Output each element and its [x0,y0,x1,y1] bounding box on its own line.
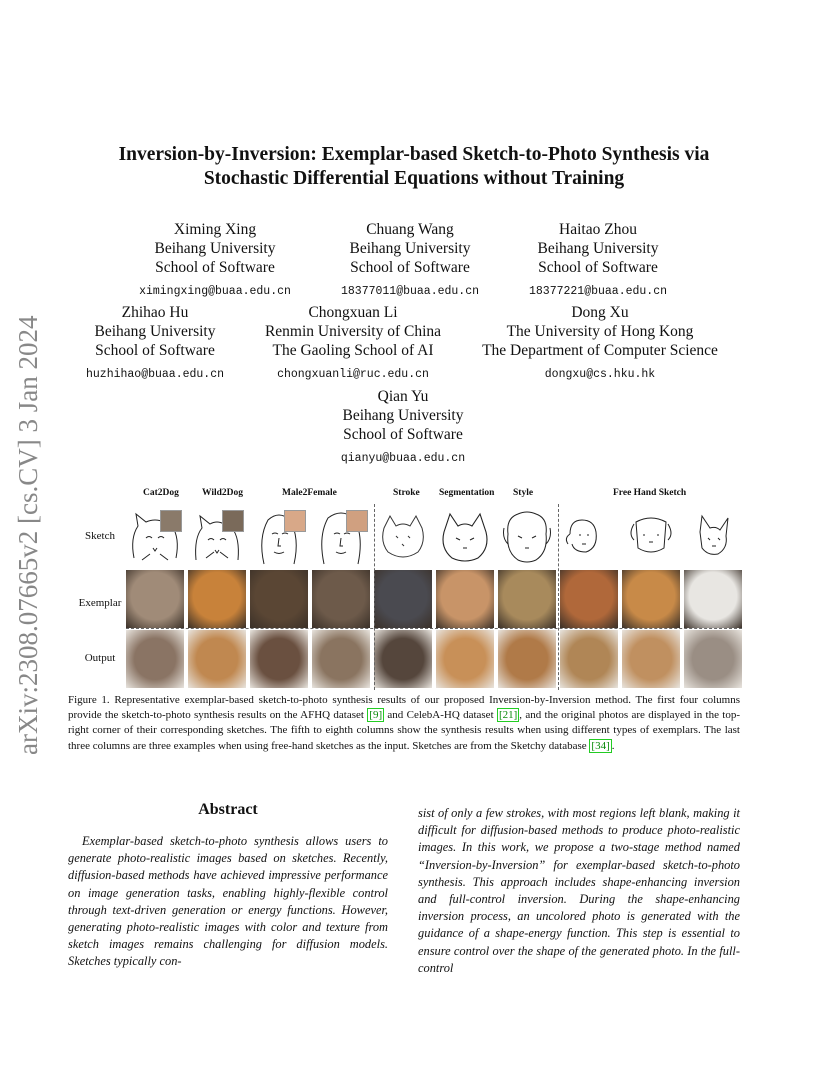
author-block [513,220,683,301]
author-department: School of Software [155,259,275,276]
author-block [70,303,240,384]
author-name: Ximing Xing [173,221,257,238]
author-affiliation: Renmin University of China [264,323,442,340]
author-affiliation: Beihang University [537,240,659,257]
exemplar-image [126,570,184,628]
author-name: Chongxuan Li [308,304,398,321]
author-name: Qian Yu [377,388,429,405]
column-label-male2female: Male2Female [282,488,337,498]
author-email[interactable]: dongxu@cs.hku.hk [544,368,656,381]
author-email[interactable]: huzhihao@buaa.edu.cn [85,368,225,381]
author-name: Chuang Wang [366,221,454,238]
author-department: School of Software [350,259,470,276]
abstract-left-column [68,833,388,971]
original-photo-thumbnail [160,510,182,532]
author-department: School of Software [538,259,658,276]
caption-text: , and the original photos are displayed in the top-right corner of their corresponding sketches. The fifth to eighth columns show the synthesis results when using different types of exemplars. The last three columns are three examples when using free-hand sketches as the input. Sketches are from the Sketchy database [68,709,740,752]
exemplar-image [250,570,308,628]
column-label-stroke: Stroke [393,488,420,498]
citation-link[interactable]: [21] [498,709,518,722]
abstract-heading: Abstract [198,801,258,818]
column-divider [374,504,375,690]
author-affiliation: Beihang University [342,407,464,424]
title-line-2: Stochastic Differential Equations without Training [203,168,625,189]
author-block [130,220,300,301]
abstract-paragraph: Exemplar-based sketch-to-photo synthesis allows users to generate photo-realistic images based on sketches. Recently, diffusion-based methods have achieved impressive performance on image generation tasks, enabling highly-flexible control through text-driven generation or energy functions. However, generating photo-realistic images with color and texture from sketch images remains challenging for diffusion models. Sketches typically con- [68,834,388,969]
column-label-style: Style [513,488,534,498]
output-image [188,630,246,688]
original-photo-thumbnail [222,510,244,532]
sketch-image [188,508,246,566]
original-photo-thumbnail [284,510,306,532]
exemplar-image [622,570,680,628]
arxiv-id-text: arXiv:2308.07665v2 [cs.CV] 3 Jan 2024 [13,315,43,755]
exemplar-image [560,570,618,628]
author-block [470,303,730,384]
output-image [374,630,432,688]
output-image [126,630,184,688]
author-email[interactable]: chongxuanli@ruc.edu.cn [277,368,429,381]
row-divider [126,628,742,629]
title-line-1: Inversion-by-Inversion: Exemplar-based Sketch-to-Photo Synthesis via [118,144,710,165]
citation-link[interactable]: [9] [369,709,383,722]
author-name: Haitao Zhou [559,221,637,238]
output-image [250,630,308,688]
sketch-image [622,508,680,566]
caption-text: Figure 1. Representative exemplar-based sketch-to-photo synthesis results of our proposed Inversion-by-Inversion method. The first four columns provide the sketch-to-photo synthesis results on the AFHQ dataset [68,694,740,722]
arxiv-identifier [4,300,48,770]
exemplar-image [436,570,494,628]
exemplar-image [684,570,742,628]
author-block [253,303,453,384]
output-image [684,630,742,688]
sketch-image [560,508,618,566]
column-label-cat2dog: Cat2Dog [143,488,179,498]
author-name: Zhihao Hu [121,304,189,321]
author-affiliation: Beihang University [349,240,471,257]
caption-text: . [611,739,615,752]
figure-1 [70,488,740,688]
author-department: School of Software [343,426,463,443]
abstract-right-column [418,805,740,977]
author-email[interactable]: ximingxing@buaa.edu.cn [139,285,291,298]
exemplar-image [498,570,556,628]
author-department: School of Software [95,342,215,359]
original-photo-thumbnail [346,510,368,532]
author-email[interactable]: qianyu@buaa.edu.cn [340,452,466,465]
author-affiliation: Beihang University [94,323,216,340]
sketch-image [374,508,432,566]
sketch-image [498,508,556,566]
output-image [560,630,618,688]
author-affiliation: The University of Hong Kong [506,323,694,340]
author-name: Dong Xu [571,304,629,321]
column-label-free-hand-sketch: Free Hand Sketch [613,488,687,498]
row-label-sketch: Sketch [85,530,115,542]
column-divider [558,504,559,690]
sketch-image [436,508,494,566]
citation-link[interactable]: [34] [591,739,610,752]
abstract-paragraph: sist of only a few strokes, with most regions left blank, making it difficult for diffusion-based methods to produce photo-realistic images. In this work, we propose a two-stage method named “Inversion-by-Inversion” for exemplar-based sketch-to-photo synthesis. This approach includes shape-enhancing inversion and full-control inversion. During the shape-enhancing inversion process, an uncolored photo is generated with the guidance of a shape-energy function. This step is essential to ensure control over the shape of the generated photo. In the full-control [418,806,740,975]
exemplar-image [374,570,432,628]
author-block [325,220,495,301]
exemplar-image [188,570,246,628]
author-email[interactable]: 18377221@buaa.edu.cn [528,285,668,298]
author-department: The Department of Computer Science [482,342,718,359]
sketch-image [684,508,742,566]
sketch-image [250,508,308,566]
column-label-wild2dog: Wild2Dog [202,488,244,498]
author-email[interactable]: 18377011@buaa.edu.cn [340,285,480,298]
sketch-image [312,508,370,566]
figure-caption [68,693,740,754]
author-block [318,387,488,468]
output-image [498,630,556,688]
output-image [622,630,680,688]
row-label-exemplar: Exemplar [78,597,122,609]
paper-title [80,143,748,191]
output-image [436,630,494,688]
author-department: The Gaoling School of AI [272,342,434,359]
exemplar-image [312,570,370,628]
author-affiliation: Beihang University [154,240,276,257]
caption-text: and CelebA-HQ dataset [384,709,497,722]
row-label-output: Output [84,652,116,664]
output-image [312,630,370,688]
column-label-segmentation: Segmentation [439,488,495,498]
sketch-image [126,508,184,566]
